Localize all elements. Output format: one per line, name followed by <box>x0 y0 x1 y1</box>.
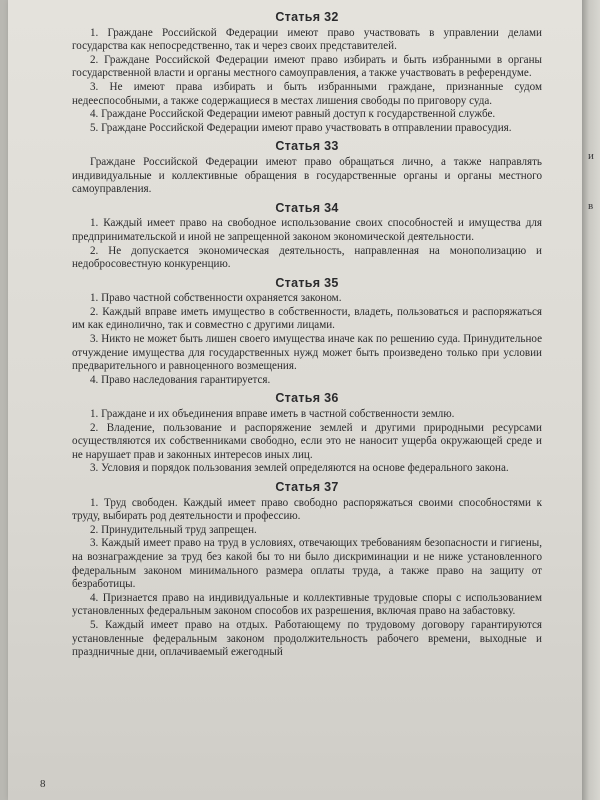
article-paragraph: 2. Не допускается экономическая деятельность, направленная на монополизацию и недобросовестную конкуренцию. <box>72 244 542 271</box>
article-34 <box>72 202 542 272</box>
article-paragraph: 5. Граждане Российской Федерации имеют право участвовать в отправлении правосудия. <box>90 121 512 134</box>
article-paragraph: 3. Условия и порядок пользования землей определяются на основе федерального закона. <box>90 462 509 475</box>
article-paragraph: 4. Право наследования гарантируется. <box>90 373 271 386</box>
article-paragraph: 5. Каждый имеет право на отдых. Работающему по трудовому договору гарантируются установленные федеральным законом продолжительность рабочего времени, выходные и праздничные дни, оплачиваемый ежегодный <box>72 618 542 659</box>
article-36 <box>72 392 542 476</box>
article-37 <box>72 481 542 660</box>
article-title: Статья 37 <box>275 480 339 494</box>
article-paragraph: Граждане Российской Федерации имеют право обращаться лично, а также направлять индивидуальные и коллективные обращения в государственные органы и органы местного самоуправления. <box>72 155 542 196</box>
article-33 <box>72 140 542 196</box>
article-paragraph: 2. Каждый вправе иметь имущество в собственности, владеть, пользоваться и распоряжаться им как единолично, так и совместно с другими лицами. <box>72 305 542 332</box>
article-title: Статья 36 <box>275 391 339 406</box>
page-number: 8 <box>40 778 46 790</box>
book-page <box>8 0 582 800</box>
article-paragraph: 3. Не имеют права избирать и быть избранными граждане, признанные судом недееспособными, а также содержащиеся в местах лишения свободы по приговору суда. <box>72 80 542 107</box>
article-title: Статья 35 <box>275 275 339 290</box>
article-paragraph: 4. Признается право на индивидуальные и коллективные трудовые споры с использованием установленных федеральным законом способов их разрешения, включая право на забастовку. <box>72 591 542 618</box>
article-paragraph: 1. Труд свободен. Каждый имеет право свободно распоряжаться своими способностями к труду, выбирать род деятельности и профессию. <box>72 496 542 523</box>
article-paragraph: 2. Владение, пользование и распоряжение землей и другими природными ресурсами осуществляются их собственниками свободно, если это не наносит ущерба окружающей среде и не нарушает прав и законных интересов иных лиц. <box>72 421 542 461</box>
article-title: Статья 34 <box>275 200 339 215</box>
article-35 <box>72 277 542 388</box>
article-paragraph: 4. Граждане Российской Федерации имеют равный доступ к государственной службе. <box>90 108 496 121</box>
page-content <box>72 6 542 660</box>
article-title: Статья 33 <box>275 139 339 154</box>
article-paragraph: 3. Каждый имеет право на труд в условиях, отвечающих требованиям безопасности и гигиены, на вознаграждение за труд без какой бы то ни было дискриминации и не ниже установленного федеральным законом минимального размера оплаты труда, а также право на защиту от безработицы. <box>72 537 542 591</box>
article-paragraph: 1. Право частной собственности охраняется законом. <box>90 292 342 305</box>
article-paragraph: 3. Никто не может быть лишен своего имущества иначе как по решению суда. Принудительное отчуждение имущества для государственных нужд может быть произведено только при условии предварительного и равноценного возмещения. <box>72 333 542 373</box>
adjacent-page-edge <box>582 0 600 800</box>
article-paragraph: 2. Граждане Российской Федерации имеют право избирать и быть избранными в органы государственной власти и органы местного самоуправления, а также участвовать в референдуме. <box>72 53 542 80</box>
article-paragraph: 1. Каждый имеет право на свободное использование своих способностей и имущества для предпринимательской и иной не запрещенной законом экономической деятельности. <box>72 217 542 243</box>
article-paragraph: 1. Граждане Российской Федерации имеют право участвовать в управлении делами государства как непосредственно, так и через своих представителей. <box>72 26 542 53</box>
article-paragraph: 1. Граждане и их объединения вправе иметь в частной собственности землю. <box>90 408 455 421</box>
adjacent-page-glyph: в <box>588 200 594 212</box>
article-paragraph: 2. Принудительный труд запрещен. <box>90 523 257 536</box>
article-title: Статья 32 <box>275 10 339 24</box>
article-32 <box>72 11 542 135</box>
adjacent-page-glyph: и <box>588 150 594 162</box>
